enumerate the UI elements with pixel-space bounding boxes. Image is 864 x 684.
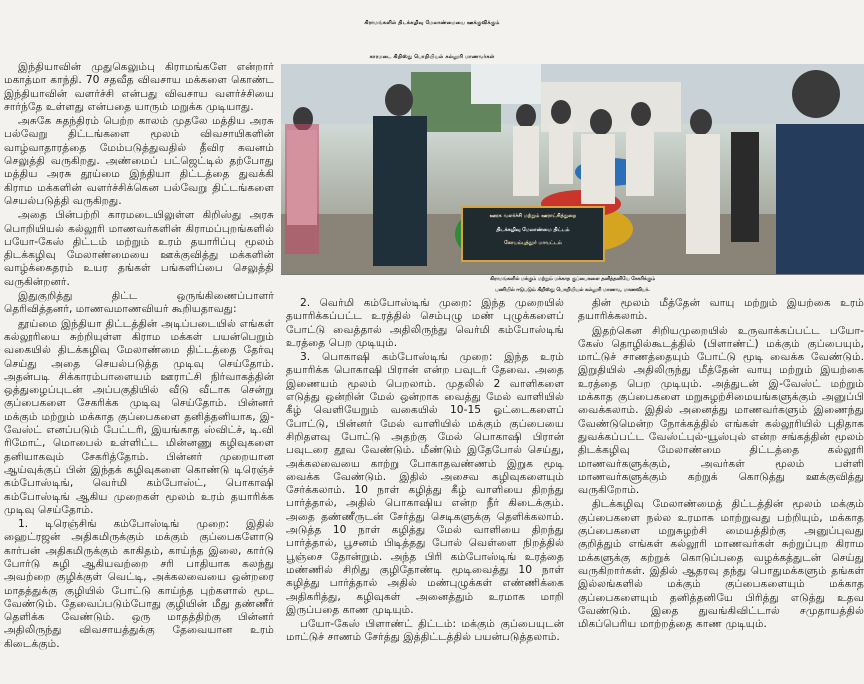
paragraph: அசுகே சுதந்திரம் பெற்ற காலம் முதலே மத்திய அரசு பல்வேறு திட்டங்களை மூலம் விவசாயிகளின் வாழ்வாதாரத்தை மேம்படுத்துவதில் தீவிர கவனம் செலுத்தி வருகிறது. அண்மைப் பட்ஜெட்டில் தற்போது மத்திய அரசு தூய்மை இந்தியா திட்டத்தை துவக்கி கிராம மக்களின் வளர்ச்சிக்கென பல்வேறு திட்டங்களை செயல்படுத்தி வருகிறது.	[4, 114, 274, 207]
paragraph: 2. வெர்மி கம்போஸ்டிங் முறை: இந்த முறையில் தயாரிக்கப்பட்ட உரத்தில் செம்புழு மண் புழுக்களைப் போட்டு வைத்தால் அதிலிருந்து வெர்மி கம்போஸ்டிங் உரத்தை பெற முடியும்.	[286, 296, 564, 349]
headline-line-1: கிராமங்களில் திடக்கழிவு மேலாண்மையை ஊக்குவிக்கும்	[364, 20, 500, 26]
paragraph: பயோ-கேஸ் பிளாண்ட் திட்டம்: மக்கும் குப்பையுடன் மாட்டுச் சாணம் சேர்த்து இத்திட்டத்தில் பயன்படுத்தலாம்.	[286, 617, 564, 644]
banner-line-2: திடக்கழிவு மேலாண்மை திட்டம்	[496, 227, 570, 233]
article-column-1	[4, 60, 274, 684]
article-column-2	[286, 296, 564, 684]
caption-line-2: பணியில் ஈடுபடும் கிறிஸ்து பொறியியல் கல்லூரி மாணவ, மாணவியர்.	[495, 288, 650, 293]
paragraph: இதற்கென சிறியமுறையில் உருவாக்கப்பட்ட பயோ-கேஸ் தொழில்கூடத்தில் (பிளாண்ட்) மக்கும் குப்பையும், மாட்டுச் சாணத்தையும் போட்டு மூடி வைக்க வேண்டும். இறுதியில் அதிலிருந்து மீத்தேன் வாயு மற்றும் இயற்கை உரத்தை பெற முடியும். அத்துடன் இ-வேஸ்ட் மற்றும் மக்காத குப்பைகளை மறுசுழற்சிமையங்களுக்கும் அனுப்பி வைக்கலாம். இதில் அனைத்து மாணவர்களும் இணைந்து வேண்டுமென்ற நோக்கத்தில் எங்கள் கல்லூரியில் புதிதாக துவக்கப்பட்ட வேஸ்ட்புல்-யூஸ்புல் என்ற சங்கத்தின் மூலம் திடக்கழிவு மேலாண்மை திட்டத்தை கல்லூரி மாணவர்களுக்கும், அவர்கள் மூலம் பள்ளி மாணவர்களுக்கும் கற்றுக் கொடுத்து ஊக்குவித்து வருகிறோம்.	[578, 323, 864, 497]
photo-caption	[281, 274, 864, 296]
paragraph: தூய்மை இந்தியா திட்டத்தின் அடிப்படையில் எங்கள் கல்லூரியை சுற்றியுள்ள கிராம மக்கள் பயன்பெறும் வகையில் திடக்கழிவு மேலாண்மை திட்டத்தை தேர்வு செய்து அதை செயல்படுத்த முடிவு செய்தோம். அதன்படி சிக்காரம்பாளையம் ஊராட்சி நிர்வாகத்தின் ஒத்துழைப்புடன் அப்பகுதியில் வீடு வீடாக சென்று குப்பைகளை சேகரிக்க முடிவு செய்தோம். பின்னர் மக்கும் மற்றும் மக்காத குப்பைகளை தனித்தனியாக, இ-வேஸ்ட் எனப்படும் பேட்டரி, இயங்காத ஸ்விட்ச், டி.வி ரிமோட், மொபைல் உள்ளிட்ட மின்னணு கழிவுகளை தனியாகவும் சேகரித்தோம். பின்னர் முறையான ஆய்வுக்குப் பின் இந்தக் கழிவுகளை கொண்டு டிரெஞ்ச் கம்போஸ்டிங், வெர்மி கம்போஸ்ட், பொகாஷி கம்போஸ்டிங் ஆகிய முறைகள் மூலம் உரம் தயாரிக்க முடிவு செய்தோம்.	[4, 316, 274, 516]
paragraph: அதை பின்பற்றி காரமடையிலுள்ள கிறிஸ்து அரசு பொறியியல் கல்லூரி மாணவர்களின் கிராமப்புறங்களில் பயோ-கேஸ் திட்டம் மற்றும் உரம் தயாரிப்பு மூலம் திடக்கழிவு மேலாண்மையை ஊக்குவித்து மக்களின் வாழ்க்கைதரம் உயர தங்கள் பங்களிப்பை செலுத்தி வருகின்றனர்.	[4, 208, 274, 288]
article-photo	[281, 64, 864, 275]
paragraph: இதுகுறித்து திட்ட ஒருங்கிணைப்பாளர் தெரிவித்தனர், மாணவமாணவியர் கூறியதாவது:	[4, 289, 274, 316]
caption-line-1: கிராமங்களில் மக்கும் மற்றும் மக்காத குப்பைகளை தனித்தனியே சேகரிக்கும்	[490, 277, 655, 282]
paragraph: 3. பொகாஷி கம்போஸ்டிங் முறை: இந்த உரம் தயாரிக்க பொகாஷி பிரான் என்ற பவுடர் தேவை. அதை இணையம் மூலம் பெறலாம். முதலில் 2 வாளிகளை எடுத்து ஒன்றின் மேல் ஒன்றாக வைத்து மேல் வாளியில் கீழ் வெளியேறும் வகையில் 10-15 ஓட்டைகளைப் போட்டு, பின்னர் மேல் வாளியில் மக்கும் குப்பையை சிறிதளவு போட்டு அதற்கு மேல் பொகாஷி பிரான் பவுடரை தூவ வேண்டும். மீண்டும் இதேபோல் செய்து, அக்கலவையை காற்று போகாதவண்ணம் இறுக மூடி வைக்க வேண்டும். இதில் அசைவ கழிவுகளையும் சேர்க்கலாம். 10 நாள் கழித்து கீழ் வாளியை திறந்து பார்த்தால், அதில் பொகாஷிய என்ற நீர் கிடைக்கும். அதை தண்ணீருடன் சேர்த்து செடிகளுக்கு தெளிக்கலாம். அடுத்த 10 நாள் கழித்து மேல் வாளியை திறந்து பார்த்தால், பூசனம் பிடித்தது போல் வெள்ளை நிறத்தில் பூஞ்சை தோன்றும். அந்த பிரி கம்போஸ்டிங் உரத்தை மண்ணில் சிறிது குழிதோண்டி மூடிவைத்து 10 நாள் கழித்து பார்த்தால் அதில் மண்புழுக்கள் எண்ணிக்கை அதிகரித்து, கழிவுகள் அனைத்தும் உரமாக மாறி இருப்பதை காண முடியும்.	[286, 350, 564, 616]
paragraph: திடக்கழிவு மேலாண்மைத் திட்டத்தின் மூலம் மக்கும் குப்பைகளை நல்ல உரமாக மாற்றுவது பற்றியும், மக்காத குப்பைகளை மறுசுழற்சி மையத்திற்கு அனுப்புவது குறித்தும் எங்கள் கல்லூரி மாணவர்கள் சுற்றுப்புற கிராம மக்களுக்கு கற்றுக் கொடுப்பதை வழக்கத்துடன் செய்து வருகிறார்கள். இதில் ஆதரவு தந்து பொதுமக்களும் தங்கள் இல்லங்களில் மக்கும் குப்பைகளையும் மக்காத குப்பைகளையும் தனித்தனியே பிரித்து எடுத்து உதவ வேண்டும். இதை துவங்கிவிட்டால் சமுதாயத்தில் மிகப்பெரிய மாற்றத்தை காண முடியும்.	[578, 497, 864, 631]
scheme-banner	[461, 206, 605, 262]
banner-line-1: ஊரக வளர்ச்சி மற்றும் ஊராட்சித்துறை	[489, 213, 577, 219]
banner-line-3: கோயம்புத்தூர் மாவட்டம்	[504, 240, 562, 246]
article-column-3	[578, 296, 864, 684]
paragraph: இந்தியாவின் முதுகெலும்பு கிராமங்களே என்றார் மகாத்மா காந்தி. 70 சதவீத விவசாய மக்களை கொண்ட இந்தியாவின் வளர்ச்சி என்பது விவசாய வளர்ச்சியை சார்ந்தே உள்ளது என்பதை யாரும் மறுக்க முடியாது.	[4, 60, 274, 113]
paragraph: தின் மூலம் மீத்தேன் வாயு மற்றும் இயற்கை உரம் தயாரிக்கலாம்.	[578, 296, 864, 323]
headline-line-2: காரமடை கிறிஸ்து பொறியியல் கல்லூரி மாணவர்கள்	[369, 54, 495, 60]
paragraph: 1. டிரெஞ்சிங் கம்போஸ்டிங் முறை: இதில் ஹைட்ரஜன் அதிகமிருக்கும் மக்கும் குப்பைகளோடு கார்பன் அதிகமிருக்கும் காகிதம், காய்ந்த இலை, கார்டு போர்டு சுழி ஆகியவற்றை சரி பாதியாக கலந்து அவற்றை குழிக்குள் வெட்டி, அக்கலவையை ஒன்றரை மாதத்துக்கு குழியில் போட்டு காய்ந்த புற்களால் மூட வேண்டும். தேவைப்படும்போது குழியின் மீது தண்ணீர் தெளிக்க வேண்டும். ஒரு மாதத்திற்கு பின்னர் அதிலிருந்து விவசாயத்துக்கு தேவையான உரம் கிடைக்கும்.	[4, 517, 274, 650]
